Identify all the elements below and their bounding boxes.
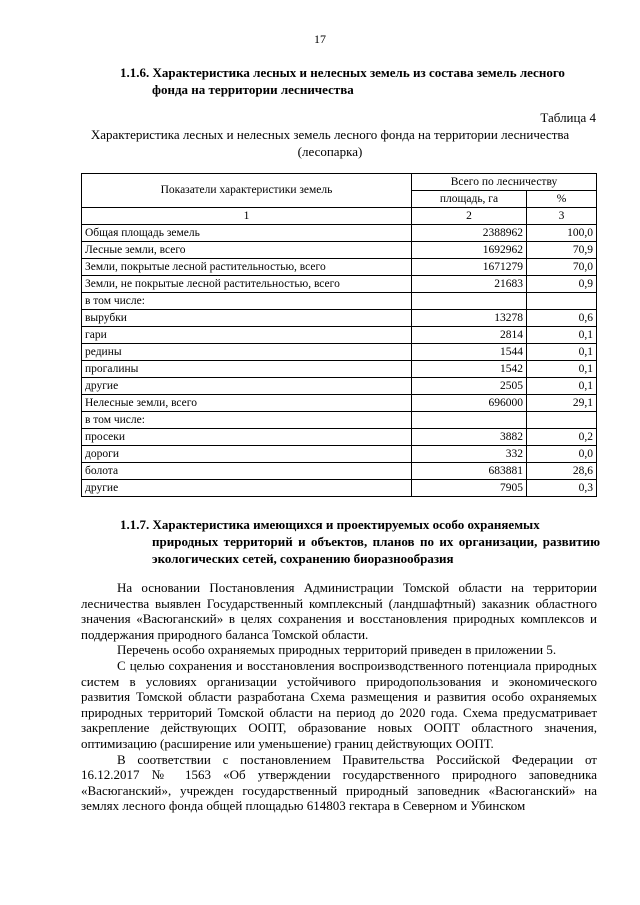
row-label: в том числе: — [82, 412, 412, 429]
row-percent: 0,1 — [527, 344, 597, 361]
table-row — [82, 293, 597, 310]
table-row — [82, 327, 597, 344]
row-area: 2505 — [412, 378, 527, 395]
table-row — [82, 344, 597, 361]
table-row — [82, 242, 597, 259]
table-row — [82, 225, 597, 242]
row-percent: 100,0 — [527, 225, 597, 242]
table-row — [82, 395, 597, 412]
row-percent: 70,0 — [527, 259, 597, 276]
row-percent: 0,0 — [527, 446, 597, 463]
col-number: 2 — [412, 208, 527, 225]
section-title-line1: Характеристика имеющихся и проектируемых особо охраняемых — [152, 517, 540, 532]
row-percent: 28,6 — [527, 463, 597, 480]
section-heading-1-1-7 — [120, 516, 600, 567]
table-row — [82, 446, 597, 463]
section-number: 1.1.6. — [120, 65, 150, 80]
row-area: 332 — [412, 446, 527, 463]
section-number: 1.1.7. — [120, 517, 150, 532]
header-group: Всего по лесничеству — [412, 174, 597, 191]
header-percent: % — [527, 191, 597, 208]
row-label: Лесные земли, всего — [82, 242, 412, 259]
section-heading-1-1-6 — [120, 64, 600, 98]
row-label: дороги — [82, 446, 412, 463]
row-percent: 0,1 — [527, 378, 597, 395]
paragraph: В соответствии с постановлением Правительства Российской Федерации от 16.12.2017 № 1563 «Об утверждении государственного природного заповедника «Васюганский», учрежден государственный природный заповедник «Васюганский» на землях лесного фонда общей площадью 614803 гектара в Северном и Убинском — [81, 751, 597, 814]
row-area — [412, 412, 527, 429]
row-area: 1544 — [412, 344, 527, 361]
section-title-line2: фонда на территории лесничества — [152, 82, 354, 97]
row-label: Общая площадь земель — [82, 225, 412, 242]
row-area: 2814 — [412, 327, 527, 344]
row-label: другие — [82, 378, 412, 395]
row-area: 21683 — [412, 276, 527, 293]
table-row — [82, 378, 597, 395]
row-area: 3882 — [412, 429, 527, 446]
row-label: Нелесные земли, всего — [82, 395, 412, 412]
row-percent: 0,1 — [527, 327, 597, 344]
page-number: 17 — [314, 32, 326, 46]
row-percent: 0,2 — [527, 429, 597, 446]
land-characteristics-table — [81, 173, 597, 497]
table-row — [82, 259, 597, 276]
row-area: 1692962 — [412, 242, 527, 259]
section-title-continuation: природных территорий и объектов, планов по их организации, развитию экологических сетей, сохранению биоразнообразия — [152, 534, 600, 566]
section-title-line1: Характеристика лесных и нелесных земель из состава земель лесного — [152, 65, 565, 80]
paragraph: На основании Постановления Администрации Томской области на территории лесничества выявлен Государственный комплексный (ландшафтный) заказник областного значения «Васюганский» в целях сохранения и восстановления природных комплексов и поддержания природного баланса Томской области. — [81, 580, 597, 642]
row-area: 1542 — [412, 361, 527, 378]
table-caption: Характеристика лесных и нелесных земель лесного фонда на территории лесничества (лесопарка) — [90, 127, 570, 159]
row-percent: 0,6 — [527, 310, 597, 327]
row-area — [412, 293, 527, 310]
paragraph: С целью сохранения и восстановления воспроизводственного потенциала природных систем в условиях организации устойчивого природопользования и экономического развития Томской области разработана Схема размещения и развития особо охраняемых природных территорий Томской области на период до 2020 года. Схема предусматривает закрепление действующих ООПТ, образование новых ООПТ областного значения, оптимизацию (расширение или уменьшение) границ действующих ООПТ. — [81, 657, 597, 751]
paragraph: Перечень особо охраняемых природных территорий приведен в приложении 5. — [117, 642, 557, 658]
table-label: Таблица 4 — [540, 110, 596, 125]
row-percent: 0,1 — [527, 361, 597, 378]
row-area: 1671279 — [412, 259, 527, 276]
row-area: 13278 — [412, 310, 527, 327]
row-percent — [527, 412, 597, 429]
table-row — [82, 412, 597, 429]
row-label: в том числе: — [82, 293, 412, 310]
row-percent: 0,3 — [527, 480, 597, 497]
body-text — [81, 580, 597, 814]
row-label: прогалины — [82, 361, 412, 378]
header-area: площадь, га — [412, 191, 527, 208]
table-row — [82, 429, 597, 446]
row-percent: 29,1 — [527, 395, 597, 412]
row-label: Земли, покрытые лесной растительностью, всего — [82, 259, 412, 276]
table-row — [82, 463, 597, 480]
row-label: другие — [82, 480, 412, 497]
col-number: 1 — [82, 208, 412, 225]
col-number: 3 — [527, 208, 597, 225]
table-row — [82, 276, 597, 293]
row-percent: 70,9 — [527, 242, 597, 259]
row-label: Земли, не покрытые лесной растительностью, всего — [82, 276, 412, 293]
row-area: 2388962 — [412, 225, 527, 242]
row-area: 7905 — [412, 480, 527, 497]
header-main: Показатели характеристики земель — [82, 174, 412, 208]
table-row — [82, 361, 597, 378]
table-row — [82, 480, 597, 497]
row-label: гари — [82, 327, 412, 344]
row-label: болота — [82, 463, 412, 480]
row-label: просеки — [82, 429, 412, 446]
row-area: 683881 — [412, 463, 527, 480]
row-area: 696000 — [412, 395, 527, 412]
row-percent — [527, 293, 597, 310]
row-label: редины — [82, 344, 412, 361]
row-label: вырубки — [82, 310, 412, 327]
table-row — [82, 310, 597, 327]
row-percent: 0,9 — [527, 276, 597, 293]
